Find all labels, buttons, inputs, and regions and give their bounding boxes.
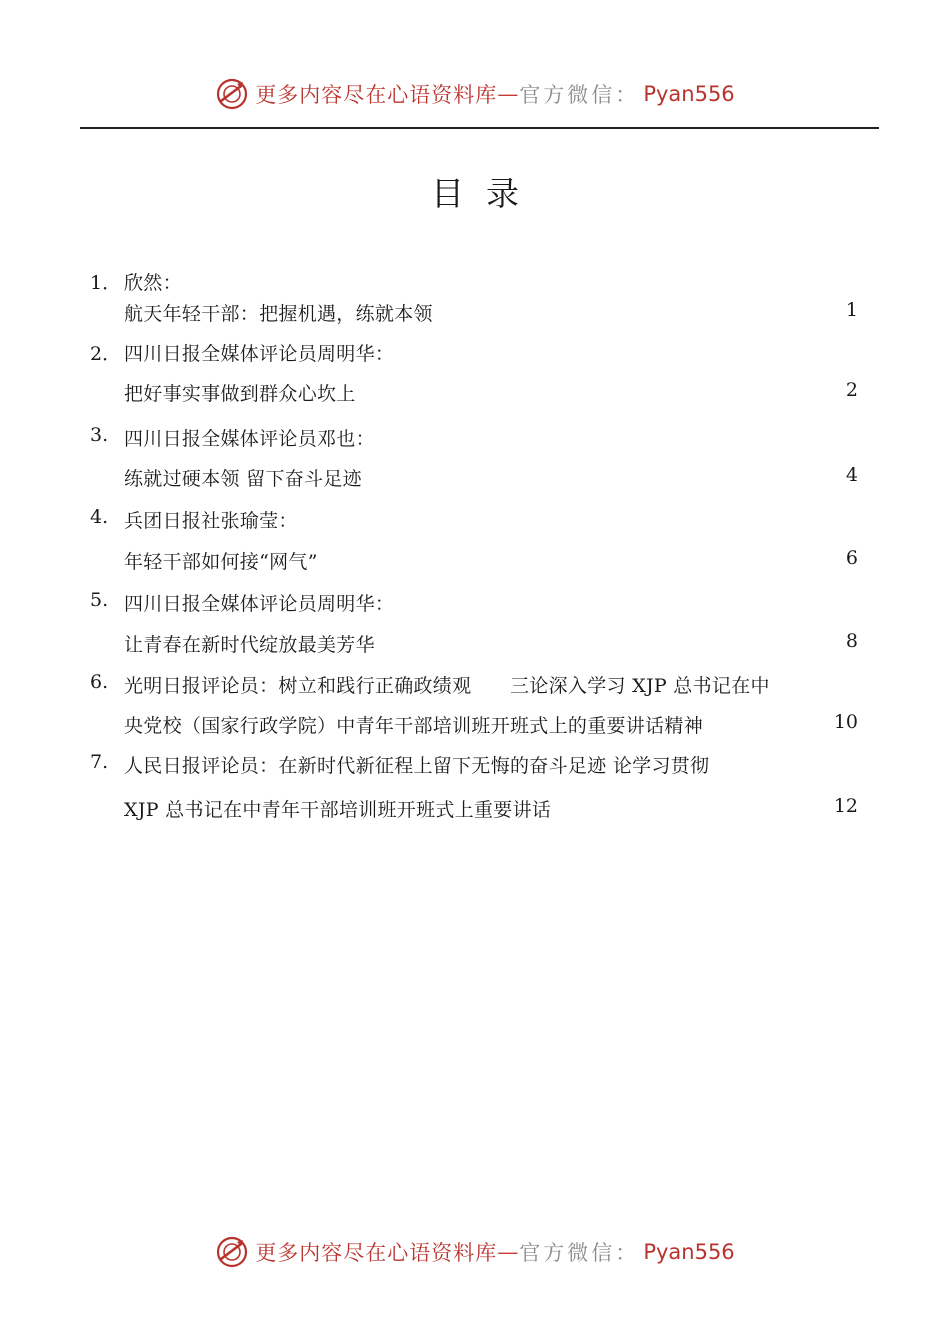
banner-wechat-label: 官方微信： (519, 1241, 640, 1265)
toc-page-number: 4 (845, 464, 858, 486)
toc-title: 光明日报评论员：树立和践行正确政绩观 三论深入学习 XJP 总书记在中 (124, 675, 770, 697)
toc-number: 4. (90, 506, 109, 528)
toc-title: 练就过硬本领 留下奋斗足迹 (124, 468, 362, 490)
toc-number: 5. (90, 589, 109, 611)
toc-title: 航天年轻干部：把握机遇，练就本领 (124, 303, 433, 325)
banner-dash: — (497, 1240, 520, 1264)
toc-page-number: 2 (845, 379, 858, 401)
logo-icon (215, 77, 249, 111)
banner-wechat-id: Pyan556 (643, 82, 735, 106)
toc-number: 2． (90, 343, 122, 365)
toc-page-number: 10 (833, 711, 858, 733)
page-title: 目录 (431, 174, 541, 213)
header-divider (80, 127, 879, 129)
banner-slogan: 更多内容尽在心语资料库 (255, 1241, 498, 1265)
toc-number: 1． (90, 272, 122, 294)
toc-page-number: 1 (845, 299, 858, 321)
banner-wechat-label: 官方微信： (519, 83, 640, 107)
toc-title: 人民日报评论员：在新时代新征程上留下无悔的奋斗足迹 论学习贯彻 (124, 755, 710, 777)
banner-dash: — (497, 82, 520, 106)
banner-wechat-id: Pyan556 (643, 1240, 735, 1264)
header-banner (0, 74, 950, 114)
toc-author: 兵团日报社张瑜莹： (124, 510, 298, 532)
toc-author: 四川日报全媒体评论员邓也： (124, 428, 375, 450)
toc-number: 3. (90, 424, 109, 446)
logo-icon (215, 1235, 249, 1269)
footer-banner (0, 1232, 950, 1272)
toc-number: 7. (90, 751, 109, 773)
toc-page-number: 8 (845, 630, 858, 652)
toc-number: 6. (90, 671, 109, 693)
toc-author: 四川日报全媒体评论员周明华： (124, 343, 395, 365)
banner-slogan: 更多内容尽在心语资料库 (255, 83, 498, 107)
toc-title: 年轻干部如何接“网气” (124, 551, 318, 573)
toc-title-continued: 央党校（国家行政学院）中青年干部培训班开班式上的重要讲话精神 (124, 715, 704, 737)
toc-page-number: 12 (833, 795, 858, 817)
toc-page-number: 6 (845, 547, 858, 569)
toc-author: 四川日报全媒体评论员周明华： (124, 593, 395, 615)
toc-title-continued: XJP 总书记在中青年干部培训班开班式上重要讲话 (124, 799, 552, 821)
toc-title: 让青春在新时代绽放最美芳华 (124, 634, 375, 656)
toc-author: 欣然： (124, 272, 182, 294)
toc-title: 把好事实事做到群众心坎上 (124, 383, 356, 405)
